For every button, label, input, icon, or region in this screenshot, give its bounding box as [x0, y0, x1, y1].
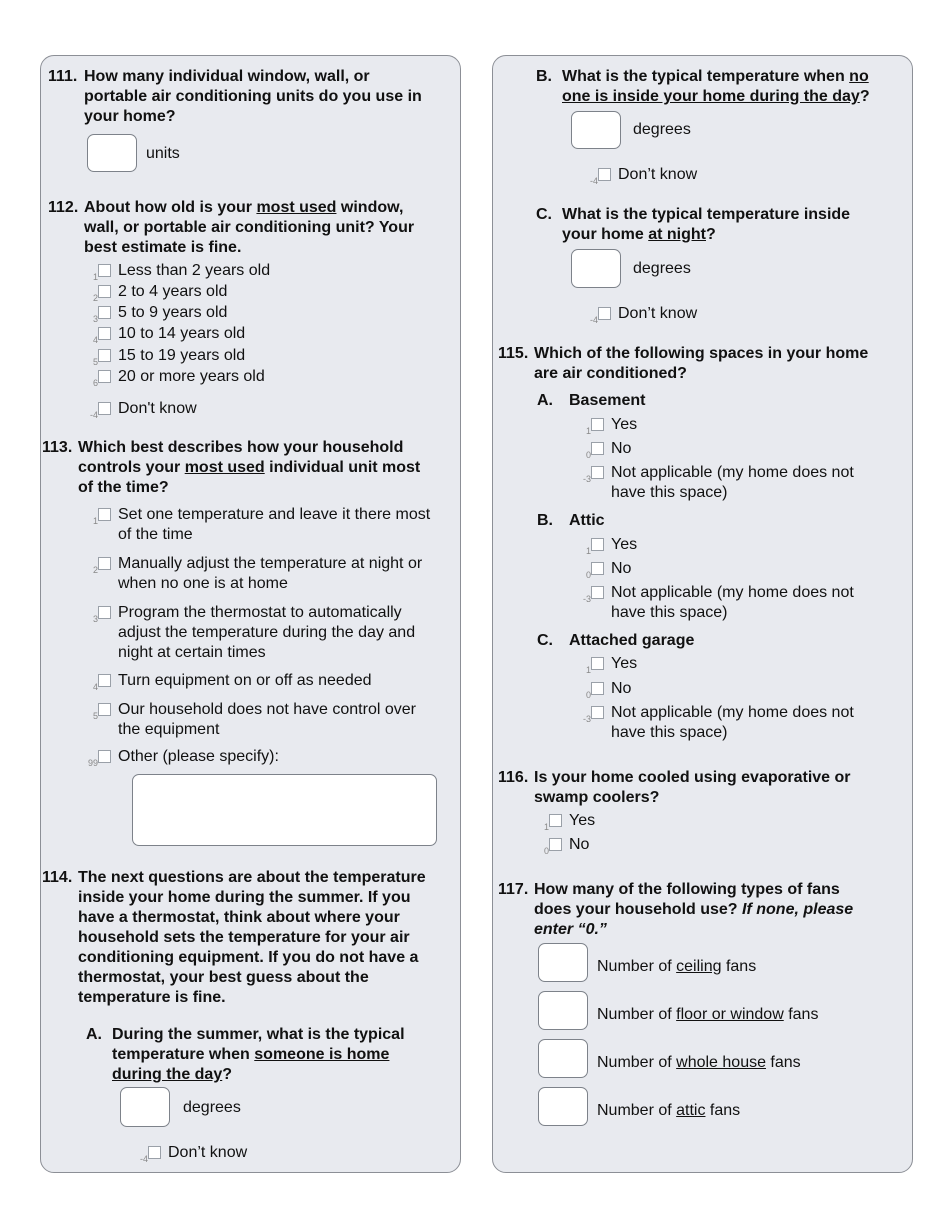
option-code: -3 — [582, 714, 591, 724]
question-text: About how old is your — [84, 199, 257, 216]
option-code: 3 — [92, 614, 98, 624]
other-specify-input[interactable] — [132, 774, 437, 846]
checkbox[interactable] — [98, 557, 111, 570]
option-label: 15 to 19 years old — [118, 347, 246, 364]
question-text-line: The next questions are about the temperature — [78, 869, 426, 886]
question-text-line: How many of the following types of fans — [534, 881, 840, 898]
fan-label-text: fans — [783, 1006, 819, 1023]
option-label: of the time — [118, 526, 193, 543]
option-code: -4 — [139, 1154, 148, 1164]
checkbox[interactable] — [591, 562, 604, 575]
option-label: Don’t know — [618, 305, 698, 322]
question-number: 115. — [498, 345, 529, 362]
option-label: Less than 2 years old — [118, 262, 271, 279]
emphasis-text: someone is home — [254, 1046, 390, 1063]
option-label: 2 to 4 years old — [118, 283, 228, 300]
q112-options — [84, 261, 444, 441]
question-number: 114. — [42, 869, 73, 886]
checkbox[interactable] — [591, 657, 604, 670]
checkbox[interactable] — [98, 370, 111, 383]
temperature-night-input[interactable] — [571, 249, 621, 288]
option-label: No — [611, 560, 632, 577]
question-number: 112. — [48, 199, 79, 216]
checkbox[interactable] — [598, 307, 611, 320]
emphasis-text: one is inside your home during the day — [562, 88, 860, 105]
degrees-label: degrees — [633, 260, 691, 277]
floor-window-fans-label — [597, 1005, 818, 1025]
option-code: 0 — [585, 690, 591, 700]
option-label: have this space) — [611, 604, 728, 621]
option-label: Not applicable (my home does not — [611, 464, 854, 481]
question-number: 117. — [498, 881, 529, 898]
fan-label-text: fans — [721, 958, 757, 975]
question-number: 116. — [498, 769, 529, 786]
fan-type: whole house — [676, 1054, 766, 1071]
checkbox[interactable] — [549, 838, 562, 851]
option-code: -3 — [582, 594, 591, 604]
option-label: Don’t know — [168, 1144, 248, 1161]
option-code: 0 — [543, 846, 549, 856]
question-text-line: have a thermostat, think about where your — [78, 909, 400, 926]
checkbox[interactable] — [591, 586, 604, 599]
option-code: 1 — [585, 546, 591, 556]
option-label: No — [611, 680, 632, 697]
question-number: 113. — [42, 439, 73, 456]
option-label: 5 to 9 years old — [118, 304, 228, 321]
checkbox[interactable] — [98, 606, 111, 619]
option-label: Don't know — [118, 400, 197, 417]
option-label: No — [569, 836, 590, 853]
question-text: window, — [336, 199, 404, 216]
checkbox[interactable] — [148, 1146, 161, 1159]
sub-question-letter: A. — [86, 1026, 102, 1043]
option-label: night at certain times — [118, 644, 266, 661]
question-text-line: Is your home cooled using evaporative or — [534, 769, 851, 786]
ceiling-fans-label — [597, 957, 756, 977]
option-code: 1 — [585, 426, 591, 436]
option-code: -4 — [89, 410, 98, 420]
question-text-line: What is the typical temperature inside — [562, 206, 851, 223]
question-text-line: of the time? — [78, 479, 169, 496]
emphasis-text: most used — [184, 459, 265, 476]
fan-label-text: Number of — [597, 1102, 677, 1119]
checkbox[interactable] — [591, 466, 604, 479]
checkbox[interactable] — [591, 538, 604, 551]
question-text-line: During the summer, what is the typical — [112, 1026, 405, 1043]
option-code: 6 — [92, 378, 98, 388]
option-label: when no one is at home — [118, 575, 288, 592]
question-text-line: inside your home during the summer. If you — [78, 889, 411, 906]
checkbox[interactable] — [598, 168, 611, 181]
instruction-text: enter “0.” — [534, 921, 607, 938]
checkbox[interactable] — [591, 682, 604, 695]
checkbox[interactable] — [549, 814, 562, 827]
option-label: Manually adjust the temperature at night or — [118, 555, 423, 572]
fan-label-text: Number of — [597, 1054, 677, 1071]
question-text-line: wall, or portable air conditioning unit? Your — [84, 219, 415, 236]
question-text-line: Which of the following spaces in your home — [534, 345, 869, 362]
option-code: 1 — [543, 822, 549, 832]
question-text-line: conditioning equipment. If you do not have a — [78, 949, 419, 966]
fan-type: attic — [676, 1102, 706, 1119]
option-code: 1 — [92, 272, 98, 282]
checkbox[interactable] — [98, 508, 111, 521]
option-label: Our household does not have control over — [118, 701, 416, 718]
option-code: -3 — [582, 474, 591, 484]
degrees-label: degrees — [633, 121, 691, 138]
option-code: 1 — [585, 665, 591, 675]
fan-label-text: fans — [765, 1054, 801, 1071]
question-text: individual unit most — [264, 459, 421, 476]
sub-question-letter: A. — [537, 392, 553, 409]
temperature-no-one-home-input[interactable] — [571, 111, 621, 149]
question-text-line: portable air conditioning units do you use in — [84, 88, 422, 105]
option-code: -4 — [589, 176, 598, 186]
option-label: Yes — [611, 416, 638, 433]
units-input[interactable] — [87, 134, 137, 172]
fan-label-text: Number of — [597, 1006, 677, 1023]
option-code: 2 — [92, 293, 98, 303]
question-text: ? — [859, 88, 870, 105]
sub-question-letter: C. — [536, 206, 552, 223]
option-label: Don’t know — [618, 166, 698, 183]
option-code: 4 — [92, 682, 98, 692]
question-text: your home — [562, 226, 649, 243]
checkbox[interactable] — [98, 674, 111, 687]
question-number: 111. — [48, 68, 78, 85]
option-code: 99 — [87, 758, 98, 768]
question-text-line: best estimate is fine. — [84, 239, 242, 256]
emphasis-text: most used — [256, 199, 337, 216]
option-label: Set one temperature and leave it there most — [118, 506, 431, 523]
option-label: Yes — [611, 536, 638, 553]
checkbox[interactable] — [98, 285, 111, 298]
checkbox[interactable] — [591, 442, 604, 455]
space-title: Basement — [569, 392, 646, 409]
question-text-line: your home? — [84, 108, 176, 125]
option-code: 5 — [92, 357, 98, 367]
attic-fans-label — [597, 1101, 740, 1121]
option-label: Yes — [611, 655, 638, 672]
emphasis-text: at night — [648, 226, 706, 243]
option-label: Not applicable (my home does not — [611, 584, 854, 601]
question-text-line: How many individual window, wall, or — [84, 68, 370, 85]
option-label: 20 or more years old — [118, 368, 265, 385]
fan-type: ceiling — [676, 958, 722, 975]
option-code: 5 — [92, 711, 98, 721]
option-label: Turn equipment on or off as needed — [118, 672, 372, 689]
whole-house-fans-label — [597, 1053, 801, 1073]
checkbox[interactable] — [591, 706, 604, 719]
option-code: 0 — [585, 570, 591, 580]
sub-question-letter: B. — [537, 512, 553, 529]
option-label: No — [611, 440, 632, 457]
option-label: Other (please specify): — [118, 748, 279, 765]
floor-window-fans-input[interactable] — [538, 991, 588, 1030]
option-label: Program the thermostat to automatically — [118, 604, 402, 621]
space-title: Attic — [569, 512, 605, 529]
option-code: 4 — [92, 335, 98, 345]
option-code: 3 — [92, 314, 98, 324]
question-text-line: Which best describes how your household — [78, 439, 404, 456]
option-label: Not applicable (my home does not — [611, 704, 854, 721]
degrees-label: degrees — [183, 1099, 241, 1116]
question-text: ? — [706, 226, 716, 243]
q113-options — [84, 505, 454, 770]
fan-type: floor or window — [676, 1006, 784, 1023]
option-label: adjust the temperature during the day and — [118, 624, 416, 641]
question-text: does your household use? — [534, 901, 743, 918]
emphasis-text: no — [849, 68, 869, 85]
sub-question-letter: B. — [536, 68, 552, 85]
space-title: Attached garage — [569, 632, 695, 649]
question-text: What is the typical temperature when — [562, 68, 850, 85]
checkbox[interactable] — [591, 418, 604, 431]
sub-question-letter: C. — [537, 632, 553, 649]
temperature-someone-home-input[interactable] — [120, 1087, 170, 1127]
question-text: ? — [222, 1066, 233, 1083]
emphasis-text: during the day — [112, 1066, 223, 1083]
attic-fans-input[interactable] — [538, 1087, 588, 1126]
option-label: Yes — [569, 812, 596, 829]
checkbox[interactable] — [98, 327, 111, 340]
option-code: 2 — [92, 565, 98, 575]
option-code: 1 — [92, 516, 98, 526]
question-text-line: swamp coolers? — [534, 789, 660, 806]
question-text-line: household sets the temperature for your air — [78, 929, 410, 946]
option-label: have this space) — [611, 484, 728, 501]
checkbox[interactable] — [98, 750, 111, 763]
checkbox[interactable] — [98, 402, 111, 415]
question-text: temperature when — [112, 1046, 255, 1063]
option-label: have this space) — [611, 724, 728, 741]
option-code: -4 — [589, 315, 598, 325]
question-text-line: thermostat, your best guess about the — [78, 969, 369, 986]
instruction-text: If none, please — [742, 901, 854, 918]
option-label: the equipment — [118, 721, 220, 738]
option-label: 10 to 14 years old — [118, 325, 246, 342]
checkbox[interactable] — [98, 703, 111, 716]
units-label: units — [146, 145, 180, 162]
ceiling-fans-input[interactable] — [538, 943, 588, 982]
whole-house-fans-input[interactable] — [538, 1039, 588, 1078]
fan-label-text: Number of — [597, 958, 677, 975]
checkbox[interactable] — [98, 349, 111, 362]
fan-label-text: fans — [705, 1102, 741, 1119]
question-text-line: temperature is fine. — [78, 989, 226, 1006]
checkbox[interactable] — [98, 264, 111, 277]
option-code: 0 — [585, 450, 591, 460]
question-text-line: are air conditioned? — [534, 365, 687, 382]
question-text: controls your — [78, 459, 185, 476]
checkbox[interactable] — [98, 306, 111, 319]
